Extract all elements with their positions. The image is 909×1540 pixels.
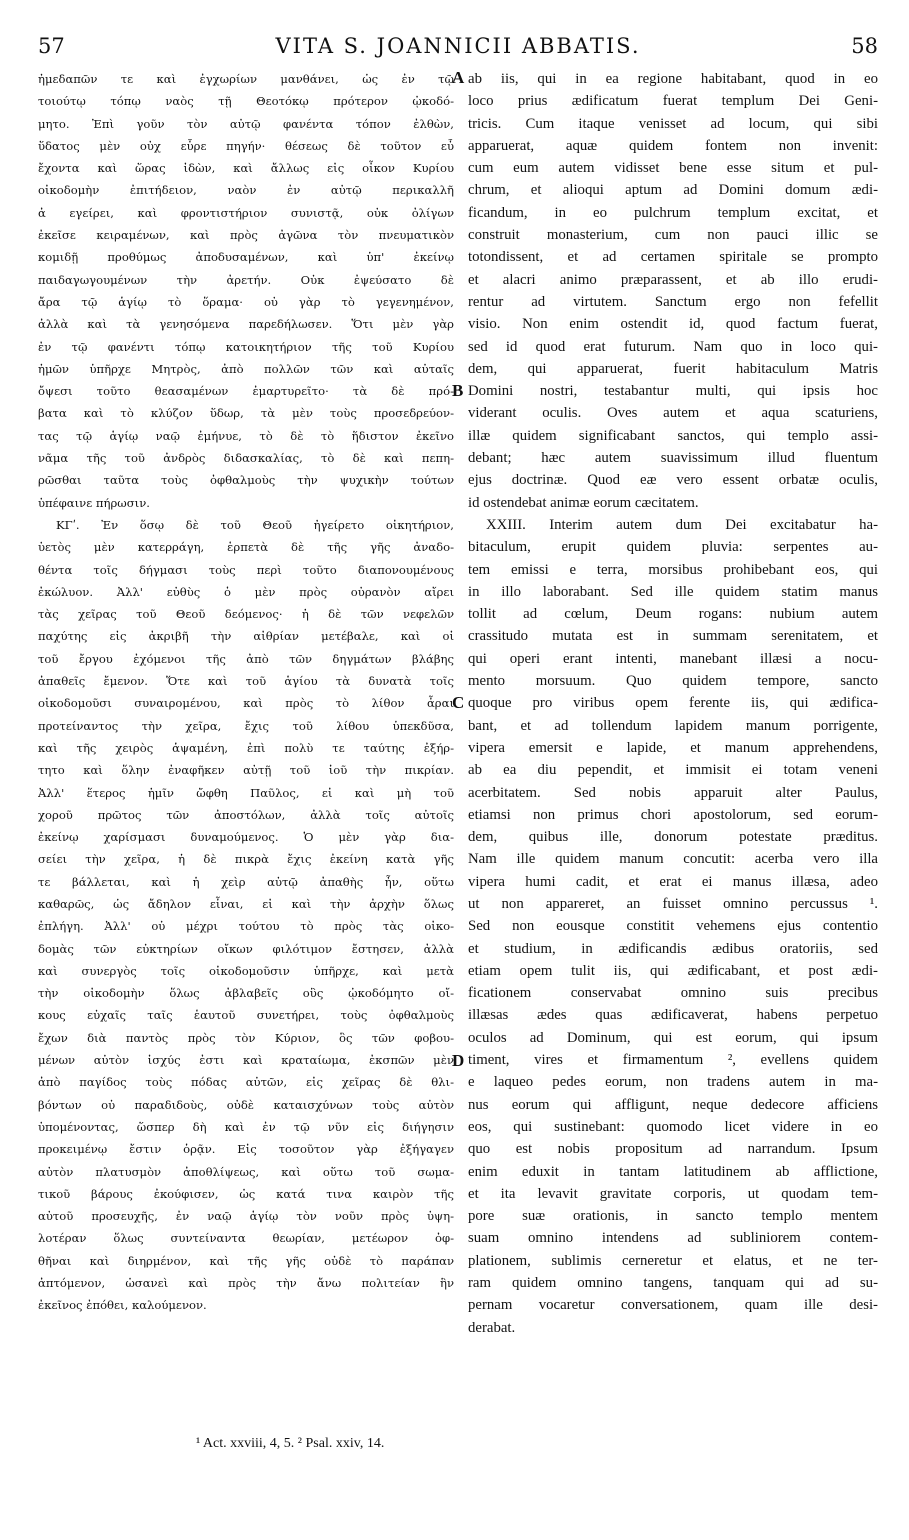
text-line: nus eorum qui affligunt, neque dedecore afficiens — [468, 1096, 878, 1113]
text-line: enim eduxit in tantam latitudinem ab afflictione, — [468, 1163, 878, 1180]
text-line: ἠμεδαπῶν τε καὶ ἐγχωρίων μανθάνει, ὡς ἐν τῷ — [38, 72, 454, 86]
text-line: καὶ συνεργὸς τοῖς οἰκοδομοῦσιν ὑπῆρχε, καὶ μετὰ — [38, 963, 454, 978]
text-line: κομιδῇ προθύμως ἀποδυσαμένων, καὶ ὑπ' ἐκείνῳ — [38, 250, 454, 265]
text-line: acerbitatem. Sed nobis apparuit alter Paulus, — [468, 784, 878, 801]
text-line: totondissent, et ad certamen spiritale se prompto — [468, 249, 878, 266]
text-line: ἡμῶν ὑπῆρχε Μητρὸς, ἀπὸ πολλῶν τῶν καὶ αὐταῖς — [38, 361, 454, 376]
text-line: αὐτοῦ προσευχῆς, ἐν ναῷ ἁγίῳ τὸν νοῦν πρὸς ὑψη- — [38, 1209, 454, 1224]
text-line: mento morsuum. Quo quidem tempore, sancto — [468, 673, 878, 690]
text-line: dem, quibus ille, donorum potestate præditus. — [468, 829, 878, 846]
text-line: sed id quod erat futurum. Nam quo in loco qui- — [468, 338, 878, 355]
text-line: ἐκώλυον. Ἀλλ' εὐθὺς ὁ μὲν πρὸς οὐρανὸν αἴρει — [38, 584, 454, 599]
text-line: tricis. Cum itaque venisset ad locum, qui sibi — [468, 115, 878, 132]
text-line: quoque pro viribus opem ferente iis, qui ædifica- — [468, 695, 878, 712]
text-line: vipera humi cadit, et erat ei manus illæsa, adeo — [468, 873, 878, 890]
text-line: Nam ille quidem manum concutit: acerba vero illa — [468, 851, 878, 868]
text-line: ab iis, qui in ea regione habitabant, quod in eo — [468, 71, 878, 87]
text-line: τοιούτῳ τόπῳ ναὸς τῇ Θεοτόκῳ πρότερον ᾠκοδό- — [38, 94, 454, 109]
text-line: οἰκοδομὴν ἐπιτήδειον, ναὸν ἐν αὐτῷ περικαλλῆ — [38, 183, 454, 198]
margin-letter-d: D — [452, 1051, 465, 1070]
text-line: θέντα τοῖς δήγμασι τοὺς περὶ τοῦτο διαπονουμένους — [38, 562, 454, 577]
text-line: ἀλλὰ καὶ τὰ γενησόμενα παρεδήλωσεν. Ὅτι μὲν γὰρ — [38, 317, 454, 332]
text-line: ἀ εγείρει, καὶ φροντιστήριον συνιστᾷ, οὐκ ὀλίγων — [38, 205, 454, 220]
text-line: παιδαγωγουμένων τὴν ἀρετήν. Οὐκ ἐψεύσατο δὲ — [38, 272, 454, 287]
text-line: ὑπέφαινε πήρωσιν. — [38, 495, 150, 510]
text-line: rentur ad virtutem. Sanctum ergo non fefellit — [468, 293, 878, 310]
text-line: τὰς χεῖρας τοῦ Θεοῦ δεόμενος· ἡ δὲ τῶν νεφελῶν — [38, 607, 454, 622]
text-line: quo est nobis propositum ad narrandum. Ipsum — [468, 1141, 878, 1158]
text-line: ἄρα τῷ ἁγίῳ τὸ ὅραμα· οὐ γὰρ τὸ γεγενημένον, — [38, 294, 454, 309]
text-line: ρῶσθαι ταῦτα τοὺς ὀφθαλμοὺς τὴν ψυχικὴν τούτων — [38, 473, 454, 488]
text-line: apparuerat, aquæ quidem fontem non invenit: — [468, 137, 878, 154]
text-line: tem emissi e terra, morsibus prohibebant eos, qui — [468, 561, 878, 578]
text-line: viderant oculis. Oves autem et aqua scaturiens, — [468, 405, 878, 422]
text-line: eos, qui sustinebant: quomodo licet videre in eo — [468, 1118, 878, 1135]
text-line: et studium, in ædificandis ædibus oratoriis, sed — [468, 940, 878, 957]
text-line: ἐκείνῳ χαρίσμασι δυναμούμενος. Ὁ μὲν γὰρ δια- — [38, 830, 454, 845]
text-line: etiam opem tulit iis, qui ædificabant, et post ædi- — [468, 962, 878, 979]
text-line: ficandum, in eo pulchrum templum excitat, et — [468, 204, 878, 221]
text-line: ἀπαθεῖς ἔμενον. Ὅτε καὶ τοῦ ἁγίου τὰ δυνατὰ τοῖς — [38, 674, 454, 689]
text-line: βατα καὶ τὸ κλύζον ὕδωρ, τὰ μὲν τοὺς προσεδρεύον- — [38, 406, 454, 421]
text-line: ὕδατος μὲν οὐχ εὗρε πηγήν· θέσεως δὲ τοῦτον εὖ — [38, 138, 454, 153]
text-line: ὑπομένοντας, ὥσπερ δὴ καὶ ἐν τῷ νῦν εἰς διήγησιν — [38, 1119, 454, 1134]
text-line: loco prius ædificatum fuerat templum Dei Geni- — [468, 93, 878, 110]
margin-letter-c: C — [452, 693, 465, 712]
text-line: λοτέραν ὅλως συντείναντα θεωρίαν, μετέωρον ὀφ- — [38, 1231, 454, 1246]
latin-text-column — [468, 68, 878, 1339]
text-line: ἐκεῖνος ἐπόθει, καλούμενον. — [38, 1298, 207, 1313]
text-line: καθαρῶς, ὡς ἄδηλον εἶναι, εἰ καὶ τὴν ἀρχὴν ὅλως — [38, 896, 454, 911]
margin-letter-a: A — [452, 68, 465, 87]
text-line: timent, vires et firmamentum ², evellens quidem — [468, 1052, 878, 1069]
text-line: τητο καὶ ὅλην ἐναφῆκεν αὐτῇ τοῦ ἰοῦ τὴν πικρίαν. — [38, 763, 454, 778]
text-line: bitaculum, erupit quidem pluvia: serpentes au- — [468, 539, 878, 556]
text-line: illæsas ædes quas ædificaverat, habens perpetuo — [468, 1007, 878, 1024]
text-line: pernam vocaretur conversationem, quam ille desi- — [468, 1297, 878, 1314]
text-line: ἐπλήγη. Ἀλλ' οὐ μέχρι τούτου τὸ πρὸς τὰς οἰκο- — [38, 919, 454, 934]
text-line: θῆναι καὶ διηρμένον, καὶ τῆς γῆς οὐδὲ τὸ παράπαν — [38, 1253, 454, 1268]
text-line: ficationem conservabat omnino suis precibus — [468, 985, 878, 1002]
text-line: debant; hæc autem suavissimum illud fluentum — [468, 450, 878, 467]
text-line: et alacri animo præparassent, et ab illo erudi- — [468, 271, 878, 288]
text-line: Sed non eousque constitit vehemens ejus contentio — [468, 918, 878, 935]
text-line: νᾶμα τῆς τοῦ ἀνδρὸς διδασκαλίας, τὸ δὲ καὶ πεπη- — [38, 451, 454, 466]
text-line: etiamsi non primus chori apostolorum, sed eorum- — [468, 806, 878, 823]
text-line: in illo laborabant. Sed ille quidem statim manus — [468, 583, 878, 600]
text-line: e laqueo pedes eorum, non tradens autem in ma- — [468, 1074, 878, 1091]
text-line: chrum, et alioqui aptum ad Domini domum ædi- — [468, 182, 878, 199]
text-line: Ἀλλ' ἕτερος ἡμῖν ὤφθη Παῦλος, εἰ καὶ μὴ τοῦ — [38, 785, 454, 800]
text-line: ἔχων διὰ παντὸς πρὸς τὸν Κύριον, ὃς τῶν φοβου- — [38, 1030, 454, 1045]
text-line: dem, qui apparuerat, fuerit habitaculum Matris — [468, 360, 878, 377]
text-line: qui operi erant intenti, manebant illæsi a nocu- — [468, 650, 878, 667]
text-line: ἀπὸ παγίδος τοὺς πόδας αὐτῶν, εἰς χεῖρας δὲ θλι- — [38, 1075, 454, 1090]
text-line: Domini nostri, testabantur multi, qui ipsis hoc — [468, 383, 878, 400]
text-line: XXIII. Interim autem dum Dei excitabatur ha- — [486, 516, 878, 533]
text-line: βόντων οὐ παραδιδοὺς, οὐδὲ καταισχύνων τοὺς αὐτὸν — [38, 1097, 454, 1112]
text-line: visio. Non enim ostendit id, quod factum fuerat, — [468, 316, 878, 333]
text-line: οἰκοδομοῦσι συναιρομένου, καὶ πρὸς τὸ λίθον ἆραι — [38, 696, 454, 711]
text-line: ΚΓʹ. Ἐν ὅσῳ δὲ τοῦ Θεοῦ ἠγείρετο οἰκητήριον, — [56, 517, 454, 532]
text-line: κους εὐχαῖς ταῖς ἑαυτοῦ συνετήρει, τοὺς ὀφθαλμοὺς — [38, 1008, 454, 1023]
footnote: ¹ Act. xxviii, 4, 5. ² Psal. xxiv, 14. — [196, 1436, 385, 1451]
text-line: προτείναντος τὴν χεῖρα, ἔχις τοῦ λίθου ὑπεκδῦσα, — [38, 718, 454, 733]
text-line: pore suæ orationis, in sancto templo mentem — [468, 1208, 878, 1225]
text-line: illæ quidem significabant sanctos, qui templo assi- — [468, 427, 878, 444]
text-line: ejus doctrinæ. Quod eæ vero essent orbatæ oculis, — [468, 472, 878, 489]
text-line: crassitudo mutata est in summam serenitatem, et — [468, 628, 878, 645]
text-line: σείει τὴν χεῖρα, ἡ δὲ πικρὰ ἔχις ἐκείνη κατὰ γῆς — [38, 852, 454, 867]
text-line: et ita levavit gravitate corporis, ut quodam tem- — [468, 1185, 878, 1202]
text-line: ab ea diu pependit, et immisit ei totam veneni — [468, 762, 878, 779]
text-line: ram quidem omnino tangens, tanquam qui ad su- — [468, 1275, 878, 1292]
page-number-right: 58 — [851, 34, 878, 58]
margin-letter-b: B — [452, 381, 464, 400]
text-line: cum eum autem vidisset bene esse situm et pul- — [468, 160, 878, 177]
running-title: VITA S. JOANNICII ABBATIS. — [275, 34, 641, 58]
greek-text-column — [38, 68, 454, 1317]
text-line: τας τῷ ἁγίῳ ναῷ ἐμήνυε, τὸ δὲ τὸ ἥδιστον ἐκεῖνο — [38, 428, 454, 443]
text-line: καὶ τῆς χειρὸς ἁψαμένη, ἐπὶ πολὺ τε ταύτης ἐξήρ- — [38, 740, 454, 755]
text-line: τὴν οἰκοδομὴν ὅλως ἀβλαβεῖς οὓς ᾠκοδόμητο οἴ- — [38, 986, 454, 1001]
text-line: ὑετὸς μὲν κατερράγη, ἑρπετὰ δὲ τῆς γῆς ἀναδο- — [38, 540, 454, 555]
page-header — [38, 34, 878, 64]
text-line: μητο. Ἐπὶ γοῦν τὸν αὐτῷ φανέντα τόπον ἐλθὼν, — [38, 116, 454, 131]
text-line: παχύτης εἰς ἀκριβῆ τὴν αἰθρίαν μετέβαλε, καὶ οἱ — [38, 629, 454, 644]
text-line: plationem, sublimis cerneretur et elatus, et ne ter- — [468, 1252, 878, 1269]
text-line: tollit ad cœlum, Deum rogans: nubium autem — [468, 606, 878, 623]
text-line: ὄψεσι τοῦτο θεασαμένων ἐμαρτυρεῖτο· τὰ δὲ πρό- — [38, 384, 454, 399]
text-line: τοῦ ἔργου ἐχόμενοι τῆς ἀπὸ τῶν δηγμάτων βλάβης — [38, 651, 454, 666]
text-line: ἐκεῖσε κειραμένων, καὶ πρὸς ἀγῶνα τὸν πνευματικὸν — [38, 228, 454, 243]
text-line: τε βάλλεται, καὶ ἡ χεὶρ αὐτῷ ἀπαθὴς ἦν, οὕτω — [38, 874, 454, 889]
text-line: ut non appareret, an fuisset omnino percussus ¹. — [468, 895, 878, 912]
text-line: προκειμένῳ ἔστιν ὁρᾷν. Εἰς τοσοῦτον γὰρ ἐξήγαγεν — [38, 1142, 454, 1157]
text-line: χοροῦ πρῶτος τῶν ἀποστόλων, ἀλλὰ τοῖς αὐτοῖς — [38, 807, 454, 822]
text-line: id ostendebat animæ eorum cæcitatem. — [468, 494, 699, 511]
text-line: suam omnino intendens ad subliniorem contem- — [468, 1230, 878, 1247]
text-line: αὐτὸν πλατυσμὸν ἀποθλίψεως, καὶ οὕτω τοῦ σωμα- — [38, 1164, 454, 1179]
text-line: ἔχοντα καὶ ὥρας ἰδὼν, καὶ ἄλλως εἰς οἶκον Κυρίου — [38, 161, 454, 176]
text-line: τικοῦ βάρους ἐκούφισεν, ὡς κατά τινα καιρὸν τῆς — [38, 1186, 454, 1201]
text-line: derabat. — [468, 1319, 516, 1336]
text-line: μένων αὐτὸν ἰσχύς ἐστι καὶ κραταίωμα, ἐκσπῶν μὲν — [38, 1053, 454, 1068]
text-line: oculos ad Dominum, qui est eorum, qui ipsum — [468, 1029, 878, 1046]
page-number-left: 57 — [38, 34, 65, 58]
text-line: construit monasterium, cum non pauci illic se — [468, 227, 878, 244]
text-line: vipera emersit e lapide, et manum apprehendens, — [468, 739, 878, 756]
text-line: ἀπτόμενον, ὡσανεὶ καὶ πρὸς τὴν ἄνω πολιτείαν ἣν — [38, 1276, 454, 1291]
text-line: bant, et ad tollendum lapidem manum porrigente, — [468, 717, 878, 734]
text-line: ἐν τῷ φανέντι τόπῳ κατοικητήριον τῆς τοῦ Κυρίου — [38, 339, 454, 354]
text-line: δομὰς τῶν εὐκτηρίων οἴκων φιλότιμον ἔστησεν, ἀλλὰ — [38, 941, 454, 956]
